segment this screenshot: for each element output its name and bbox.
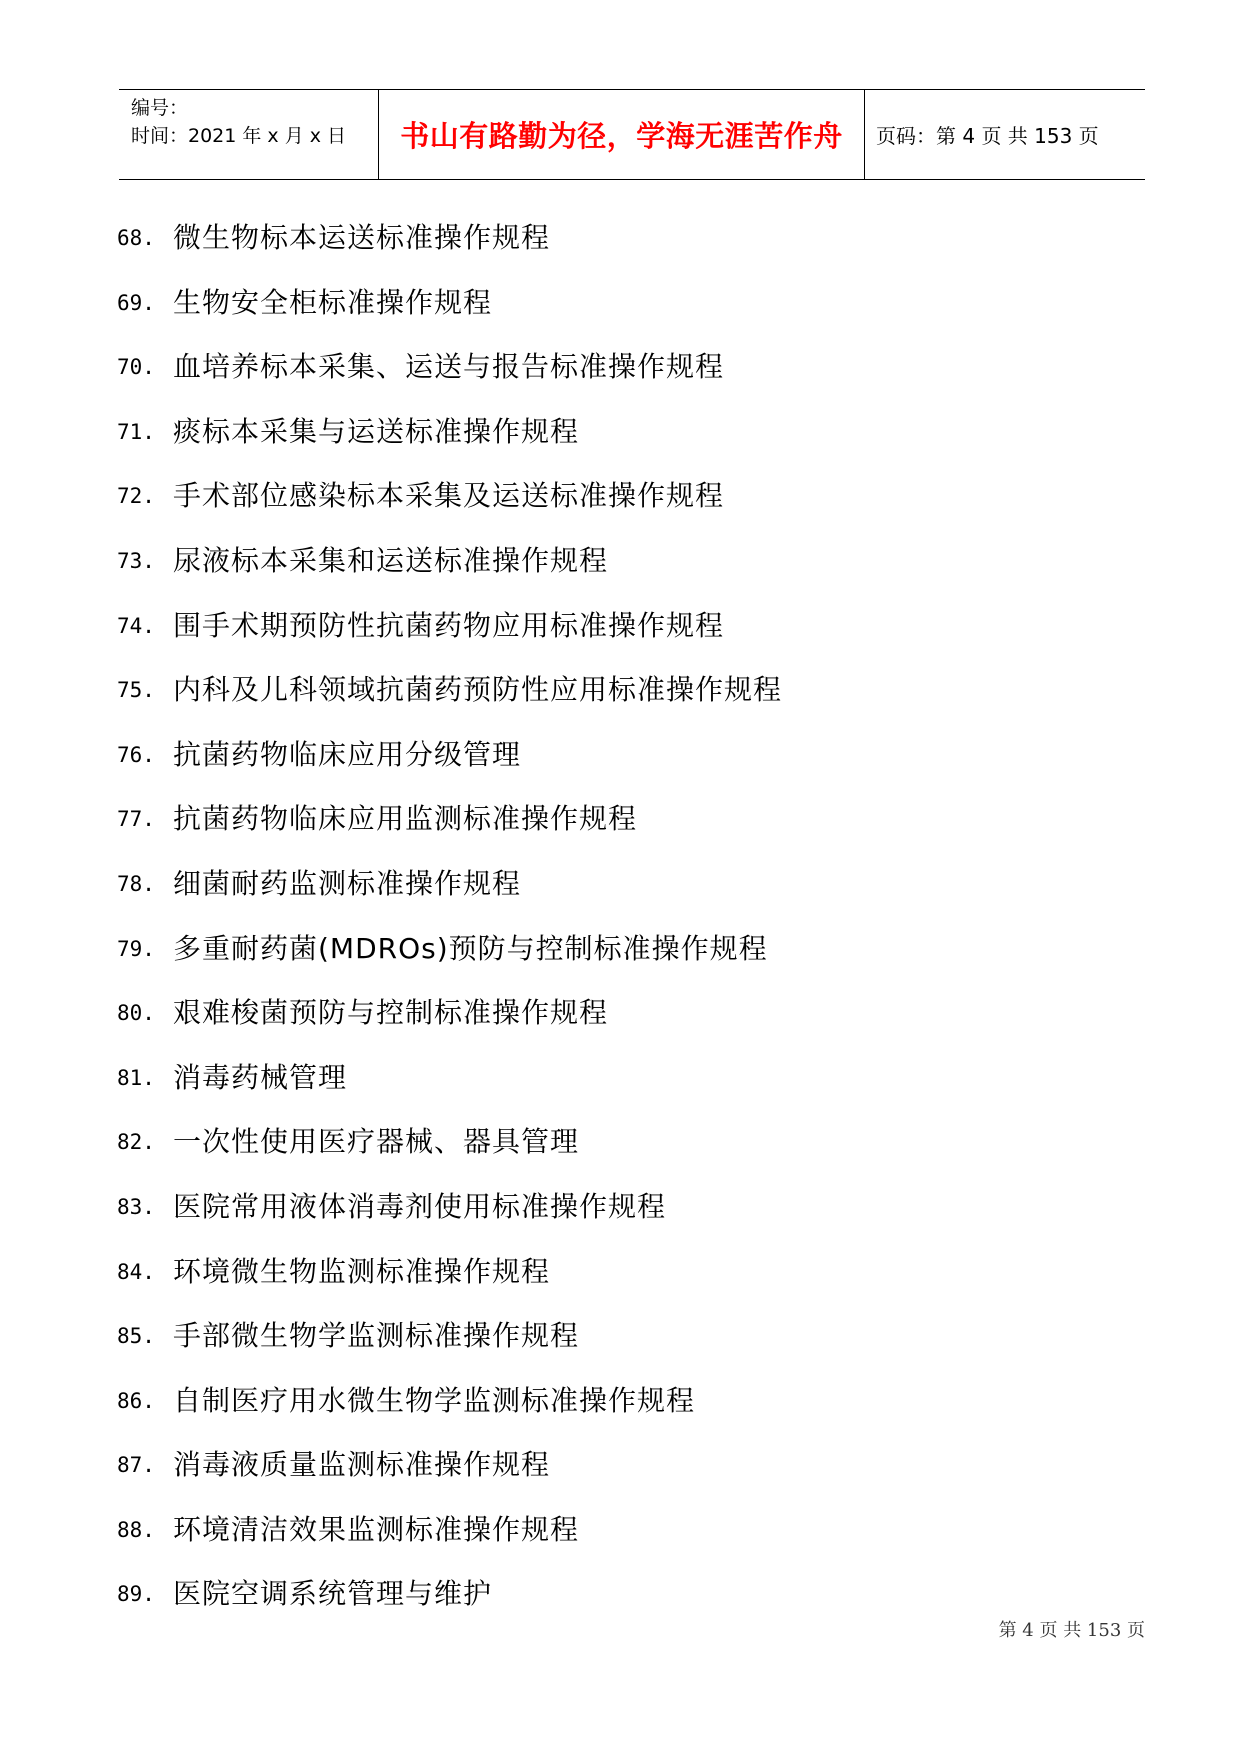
toc-item — [117, 1445, 782, 1510]
toc-item — [117, 606, 782, 671]
toc-item — [117, 412, 782, 477]
toc-item-title: 微生物标本运送标准操作规程 — [173, 221, 551, 254]
toc-item-number: 83. — [117, 1194, 155, 1219]
document-date: 时间：2021 年 x 月 x 日 — [131, 125, 347, 147]
toc-item — [117, 1122, 782, 1187]
toc-item-title: 围手术期预防性抗菌药物应用标准操作规程 — [173, 608, 725, 642]
toc-item — [117, 929, 782, 994]
toc-item — [117, 1316, 782, 1381]
toc-item-title: 一次性使用医疗器械、器具管理 — [173, 1125, 580, 1159]
toc-item — [117, 218, 782, 283]
footer-page-number: 第 4 页 共 153 页 — [998, 1620, 1145, 1641]
toc-item-number: 80. — [117, 1001, 155, 1026]
toc-item-number: 81. — [117, 1065, 155, 1090]
toc-item — [117, 799, 782, 864]
toc-item — [117, 1058, 782, 1123]
toc-item-title: 消毒液质量监测标准操作规程 — [173, 1448, 551, 1482]
toc-item-number: 84. — [117, 1259, 155, 1284]
toc-item-number: 70. — [117, 355, 155, 380]
toc-item-number: 76. — [117, 742, 155, 767]
toc-item — [117, 735, 782, 800]
toc-item-title: 手术部位感染标本采集及运送标准操作规程 — [173, 479, 725, 513]
toc-item-title: 消毒药械管理 — [173, 1060, 348, 1094]
toc-item-number: 69. — [117, 290, 155, 315]
toc-list — [117, 218, 782, 1639]
toc-item-title: 内科及儿科领域抗菌药预防性应用标准操作规程 — [173, 673, 783, 707]
toc-item-title: 医院空调系统管理与维护 — [173, 1577, 493, 1611]
toc-item-number: 68. — [117, 226, 155, 250]
toc-item-number: 77. — [117, 807, 155, 832]
toc-item — [117, 864, 782, 929]
header-motto: 书山有路勤为径，学海无涯苦作舟 — [379, 90, 865, 179]
toc-item-number: 73. — [117, 548, 155, 573]
toc-item-title: 痰标本采集与运送标准操作规程 — [173, 414, 580, 448]
header-page-info: 页码：第 4 页 共 153 页 — [876, 124, 1099, 148]
toc-item-title: 医院常用液体消毒剂使用标准操作规程 — [173, 1189, 667, 1223]
toc-item-title: 生物安全柜标准操作规程 — [173, 285, 493, 319]
toc-item — [117, 993, 782, 1058]
toc-item-title: 抗菌药物临床应用分级管理 — [173, 737, 522, 771]
toc-item — [117, 541, 782, 606]
toc-item-title: 环境微生物监测标准操作规程 — [173, 1254, 551, 1288]
toc-item-number: 88. — [117, 1517, 155, 1542]
toc-item-title: 手部微生物学监测标准操作规程 — [173, 1319, 580, 1353]
toc-item-title: 自制医疗用水微生物学监测标准操作规程 — [173, 1383, 696, 1417]
toc-item — [117, 670, 782, 735]
toc-item — [117, 1252, 782, 1317]
toc-item-number: 71. — [117, 419, 155, 444]
page-header — [119, 89, 1145, 180]
toc-item — [117, 347, 782, 412]
toc-item-number: 79. — [117, 936, 155, 961]
toc-item-title: 环境清洁效果监测标准操作规程 — [173, 1512, 580, 1546]
toc-item-number: 85. — [117, 1324, 155, 1349]
toc-item-title: 细菌耐药监测标准操作规程 — [173, 866, 522, 900]
toc-item-title: 尿液标本采集和运送标准操作规程 — [173, 543, 609, 577]
header-meta — [119, 90, 379, 179]
toc-item-number: 74. — [117, 613, 155, 638]
toc-item — [117, 1574, 782, 1639]
toc-item — [117, 1510, 782, 1575]
toc-item-title: 艰难梭菌预防与控制标准操作规程 — [173, 996, 609, 1030]
toc-item-title: 多重耐药菌(MDROs)预防与控制标准操作规程 — [173, 931, 768, 965]
toc-item-title: 血培养标本采集、运送与报告标准操作规程 — [173, 350, 725, 384]
toc-item-number: 87. — [117, 1453, 155, 1478]
toc-item-number: 72. — [117, 484, 155, 509]
toc-item — [117, 283, 782, 348]
toc-item-number: 82. — [117, 1130, 155, 1155]
toc-item-number: 78. — [117, 871, 155, 896]
toc-item-number: 89. — [117, 1582, 155, 1607]
toc-item-number: 86. — [117, 1388, 155, 1413]
toc-item-number: 75. — [117, 678, 155, 703]
toc-item-title: 抗菌药物临床应用监测标准操作规程 — [173, 802, 638, 836]
toc-item — [117, 1381, 782, 1446]
toc-item — [117, 476, 782, 541]
toc-item — [117, 1187, 782, 1252]
document-number-label: 编号： — [131, 97, 189, 119]
